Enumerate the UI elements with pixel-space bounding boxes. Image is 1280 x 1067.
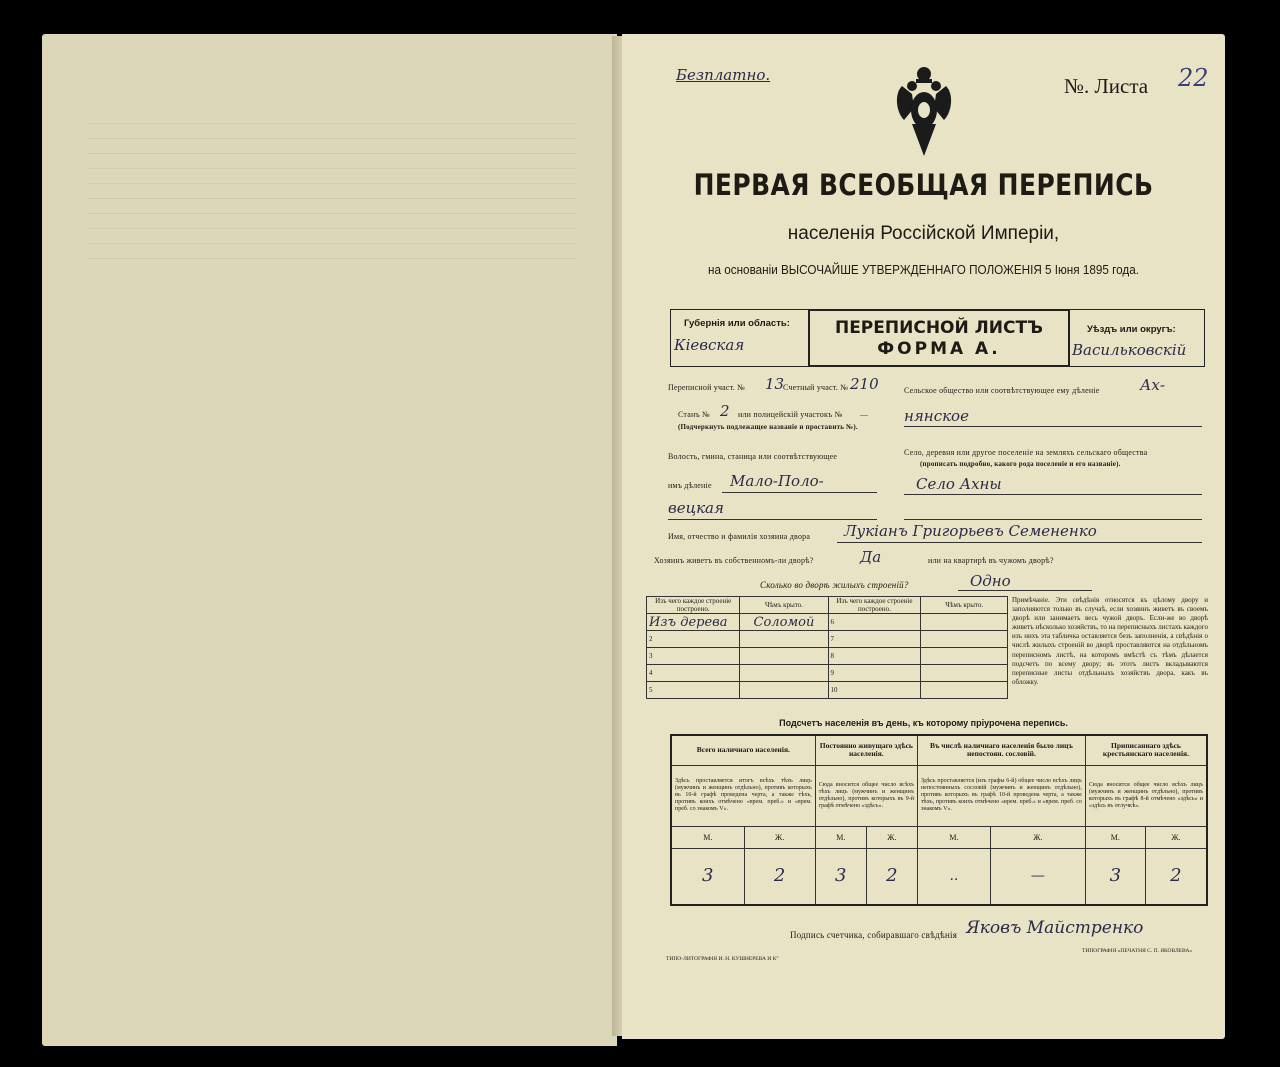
table-row (647, 648, 1008, 665)
volost-value-2: вецкая (668, 499, 724, 517)
row-number-10: 10 (828, 682, 921, 699)
nonpermanent-female-count: — (990, 848, 1085, 905)
summary-head-permanent: Постоянно живущаго здѣсь населенія. (815, 735, 917, 765)
summary-desc-permanent: Сюда вносится общее число всѣхъ тѣхъ лицъ (мужчинъ и женщинъ отдѣльно), противъ которыхъ въ 9-й графѣ отмѣчено «здѣсь». (815, 765, 917, 826)
permanent-female-count: 2 (866, 848, 917, 905)
male-label: М. (671, 826, 744, 848)
female-label: Ж. (1145, 826, 1207, 848)
empty-cell (740, 648, 828, 665)
male-label: М. (815, 826, 866, 848)
form-subtitle: населенія Россійской Имперіи, (787, 223, 1060, 244)
buildings-note: Примѣчаніе. Эти свѣдѣнія относятся къ цѣлому двору и заполняются только въ случаѣ, если хозяинъ живетъ въ своемъ дворѣ или занимаетъ весь чужой дворъ. Если-же во дворѣ живетъ нѣсколько хозяйствъ, то на переписныхъ листахъ каждого изъ нихъ эта табличка оставляется безъ заполненія, а свѣдѣнія о числѣ жилыхъ строеній во дворѣ проставляются на отдѣльномъ переписномъ листѣ, на которомъ вмѣстѣ съ тѣмъ дѣлается подсчетъ по всему двору; въ этотъ листъ вкладываются переписные листы отдѣльныхъ хозяйствъ двора, какъ въ обложку. (1012, 596, 1208, 686)
empty-cell (921, 648, 1008, 665)
printer-left: ТИПО-ЛИТОГРАФІЯ И. Н. КУШНЕРЕВА И К° (666, 956, 779, 962)
empty-cell (921, 614, 1008, 631)
female-label: Ж. (866, 826, 917, 848)
village-underline (904, 494, 1202, 495)
free-label: Безплатно. (676, 66, 771, 84)
sheet-label: №. Листа (1064, 74, 1149, 98)
empty-cell (740, 631, 828, 648)
buildings-col-material-2: Изъ чего каждое строеніе построено. (828, 597, 921, 614)
stan-value: 2 (720, 402, 730, 420)
nonpermanent-male-count: .. (917, 848, 990, 905)
row-number-6: 6 (828, 614, 921, 631)
signature-label: Подпись счетчика, собиравшаго свѣдѣнія (790, 930, 958, 940)
table-row (647, 665, 1008, 682)
summary-desc-nonpermanent: Здѣсь проставляется (изъ графы 6-й) общее число всѣхъ лицъ непостоянныхъ сословій (мужчинъ и женщинъ отдѣльно), противъ которыхъ въ графѣ 10-й проведена черта, а также тѣхъ, противъ коихъ отмѣчено «врем. преб.» и «врем. преб. со знакомъ V». (917, 765, 1085, 826)
society-label: Сельское общество или соотвѣтствующее ему дѣленіе (904, 386, 1100, 395)
female-label: Ж. (744, 826, 815, 848)
registered-male-count: 3 (1085, 848, 1145, 905)
buildings-table (646, 596, 1008, 699)
volost-label-2: имъ дѣленіе (668, 481, 712, 490)
buildings-count-value: Одно (970, 572, 1011, 590)
empty-cell (921, 665, 1008, 682)
district-label: Уѣздъ или округъ: (1087, 324, 1176, 335)
owner-underline (837, 542, 1202, 543)
form-main-title: ПЕРВАЯ ВСЕОБЩАЯ ПЕРЕПИСЬ (693, 168, 1154, 202)
signature-value: Яковъ Майстренко (966, 918, 1144, 938)
buildings-count-underline (958, 590, 1092, 591)
permanent-male-count: 3 (815, 848, 866, 905)
society-underline (904, 426, 1202, 427)
row-number-2: 2 (647, 631, 740, 648)
printer-right: ТИПОГРАФІЯ «ПЕЧАТНЯ С. П. ЯКОВЛЕВА» (1082, 948, 1193, 954)
volost-underline-2 (668, 519, 877, 520)
buildings-col-roof: Чѣмъ крыто. (740, 597, 828, 614)
population-summary-table (670, 734, 1208, 906)
residence-label-1: Хозяинъ живетъ въ собственномъ-ли дворѣ? (654, 556, 814, 565)
form-title: ПЕРЕПИСНОЙ ЛИСТЪ (834, 318, 1044, 338)
society-value-1: Ах- (1140, 376, 1165, 394)
empty-cell (740, 665, 828, 682)
imperial-eagle-emblem (892, 64, 956, 162)
owner-label: Имя, отчество и фамилія хозяина двора (668, 532, 811, 541)
buildings-col-material: Изъ чего каждое строеніе построено. (647, 597, 740, 614)
census-form-page (622, 34, 1225, 1039)
empty-cell (740, 682, 828, 699)
row-number-8: 8 (828, 648, 921, 665)
row-number-3: 3 (647, 648, 740, 665)
empty-cell (921, 682, 1008, 699)
police-area-value: — (860, 410, 869, 419)
present-male-count: 3 (671, 848, 744, 905)
summary-head-present: Всего наличнаго населенія. (671, 735, 815, 765)
count-area-label: Счетный участ. № (783, 383, 849, 392)
building-roof-1: Соломой (740, 614, 828, 631)
district-value: Васильковскій (1072, 341, 1187, 359)
police-area-label: или полицейскій участокъ № (738, 410, 843, 419)
count-area-value: 210 (850, 375, 879, 393)
society-value-2: нянское (904, 407, 969, 425)
buildings-count-label: Сколько во дворѣ жилыхъ строеній? (760, 580, 909, 590)
form-letter: ФОРМА А. (877, 339, 1001, 359)
village-underline-2 (904, 519, 1202, 520)
summary-head-nonpermanent: Въ числѣ наличнаго населенія было лицъ непостоян. сословій. (917, 735, 1085, 765)
building-material-1: Изъ дерева (647, 614, 740, 631)
residence-value: Да (860, 548, 882, 566)
owner-value: Лукіанъ Григорьевъ Семененко (844, 522, 1097, 540)
sheet-number: 22 (1178, 64, 1209, 92)
census-area-label: Переписной участ. № (668, 383, 746, 392)
bleed-through-table (87, 109, 577, 259)
empty-cell (921, 631, 1008, 648)
village-label: Село, деревня или другое поселеніе на земляхъ сельскаго общества (904, 448, 1148, 457)
volost-label-1: Волость, гмина, станица или соотвѣтствующее (668, 452, 838, 461)
village-note: (прописать подробно, какого рода поселеніе и его названіе). (920, 460, 1121, 468)
table-row (647, 614, 1008, 631)
male-label: М. (1085, 826, 1145, 848)
table-row (647, 682, 1008, 699)
stan-note: (Подчеркнуть подлежащее названіе и проставить №). (678, 423, 858, 431)
female-label: Ж. (990, 826, 1085, 848)
volost-underline-1 (722, 492, 877, 493)
residence-label-2: или на квартирѣ въ чужомъ дворѣ? (928, 556, 1054, 565)
summary-desc-present: Здѣсь проставляется итогъ всѣхъ тѣхъ лицъ (мужчинъ и женщинъ отдѣльно), противъ которыхъ въ 10-й графѣ проведена черта, а также тѣхъ, противъ коихъ отмѣчено «врем. преб.» и «врем. преб. со знакомъ V». (671, 765, 815, 826)
province-value: Кіевская (674, 336, 745, 354)
row-number-9: 9 (828, 665, 921, 682)
row-number-5: 5 (647, 682, 740, 699)
row-number-4: 4 (647, 665, 740, 682)
registered-female-count: 2 (1145, 848, 1207, 905)
summary-head-registered: Приписаннаго здѣсь крестьянскаго населенія. (1085, 735, 1207, 765)
summary-desc-registered: Сюда вносится общее число всѣхъ лицъ (мужчинъ и женщинъ отдѣльно), противъ которыхъ въ графѣ 8-й отмѣчено «здѣсь» и «здѣсь въ отлучкѣ». (1085, 765, 1207, 826)
stan-label: Станъ № (678, 410, 710, 419)
census-area-value: 13 (765, 375, 785, 393)
volost-value-1: Мало-Поло- (730, 472, 824, 490)
summary-title: Подсчетъ населенія въ день, къ которому пріурочена перепись. (779, 718, 1068, 728)
row-number-7: 7 (828, 631, 921, 648)
village-value: Село Ахны (916, 475, 1002, 493)
present-female-count: 2 (744, 848, 815, 905)
buildings-col-roof-2: Чѣмъ крыто. (921, 597, 1008, 614)
male-label: М. (917, 826, 990, 848)
table-row (647, 631, 1008, 648)
province-label: Губернія или область: (684, 318, 790, 329)
form-basis: на основаніи ВЫСОЧАЙШЕ УТВЕРЖДЕННАГО ПОЛОЖЕНІЯ 5 Іюня 1895 года. (708, 262, 1139, 277)
left-page (42, 34, 617, 1046)
